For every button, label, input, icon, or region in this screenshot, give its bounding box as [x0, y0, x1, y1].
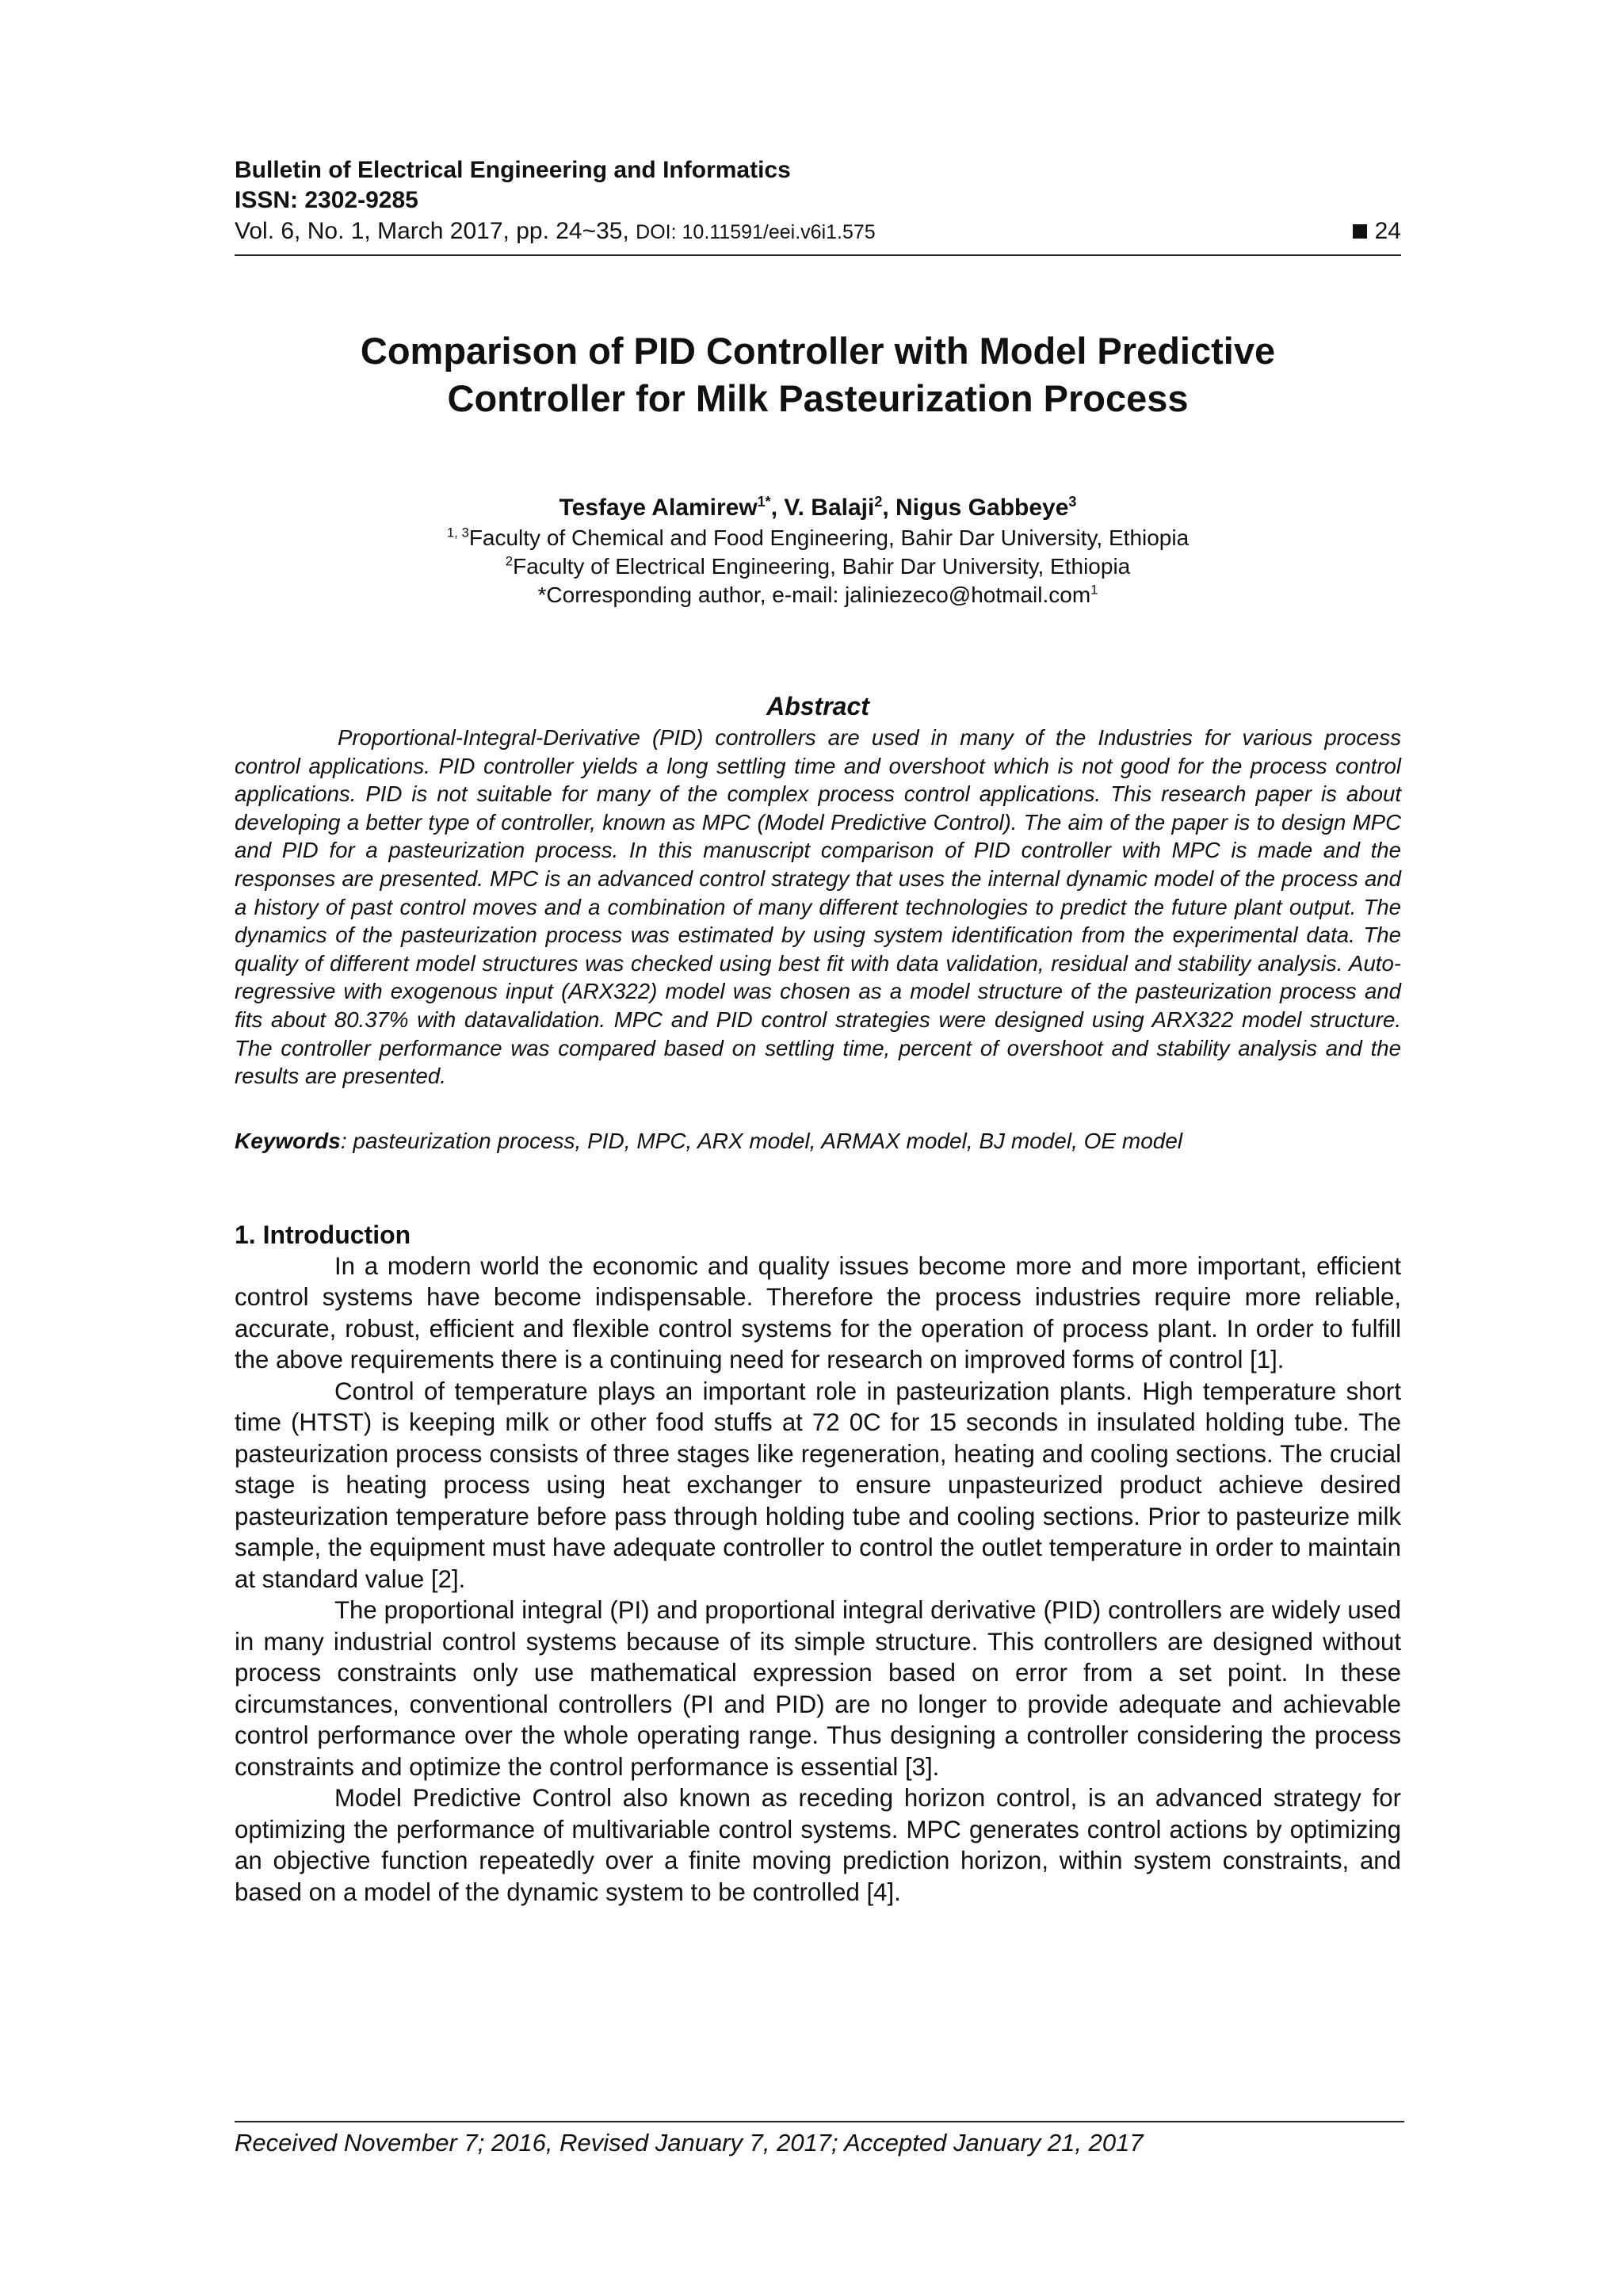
- title-line-1: Comparison of PID Controller with Model Predictive: [360, 330, 1276, 372]
- author-3-sup: 3: [1068, 494, 1077, 510]
- keywords: [235, 1127, 1401, 1156]
- header-rule: [235, 254, 1401, 256]
- keywords-text: : pasteurization process, PID, MPC, ARX model, ARMAX model, BJ model, OE model: [340, 1128, 1183, 1153]
- affiliation-1: [235, 524, 1401, 552]
- page-number: [1353, 216, 1401, 247]
- corresponding-author: [235, 581, 1401, 609]
- footer-rule: [235, 2121, 1404, 2122]
- authors-block: [235, 492, 1401, 609]
- intro-paragraph-1: In a modern world the economic and quality issues become more and more important, efficient control systems have become indispensable. Therefore the process industries require more reliable, accurate, robust, efficient and flexible control systems for the operation of process plant. In order to fulfill the above requirements there is a continuing need for research on improved forms of control [1].: [235, 1251, 1401, 1374]
- affiliation-2-text: Faculty of Electrical Engineering, Bahir Dar University, Ethiopia: [513, 554, 1131, 579]
- page-number-text: 24: [1374, 218, 1401, 244]
- corresponding-sup: 1: [1090, 582, 1098, 598]
- author-2: , V. Balaji: [770, 495, 875, 521]
- section-heading-introduction: 1. Introduction: [235, 1220, 411, 1249]
- intro-paragraph-4: Model Predictive Control also known as receding horizon control, is an advanced strategy for optimizing the performance of multivariable control systems. MPC generates control actions by optimizing an objective function repeatedly over a finite moving prediction horizon, within system constraints, and based on a model of the dynamic system to be controlled [4].: [235, 1784, 1401, 1906]
- received-dates: Received November 7; 2016, Revised January 7, 2017; Accepted January 21, 2017: [235, 2129, 1144, 2157]
- title-line-2: Controller for Milk Pasteurization Process: [447, 377, 1189, 419]
- affiliation-2-sup: 2: [505, 553, 514, 569]
- journal-name: Bulletin of Electrical Engineering and Informatics: [235, 157, 791, 183]
- paper-title: [235, 327, 1401, 422]
- author-1-sup: 1*: [757, 494, 771, 510]
- author-2-sup: 2: [874, 494, 883, 510]
- volume-info: [235, 216, 876, 248]
- author-3: , Nigus Gabbeye: [882, 495, 1069, 521]
- volume-text: Vol. 6, No. 1, March 2017, pp. 24~35,: [235, 218, 629, 244]
- intro-paragraph-3: The proportional integral (PI) and proportional integral derivative (PID) controllers are widely used in many industrial control systems because of its simple structure. This controllers are designed without process constraints only use mathematical expression based on error from a set point. In these circumstances, conventional controllers (PI and PID) are no longer to provide adequate and achievable control performance over the whole operating range. Thus designing a controller considering the process constraints and optimize the control performance is essential [3].: [235, 1596, 1401, 1781]
- doi-link[interactable]: DOI: 10.11591/eei.v6i1.575: [636, 221, 876, 243]
- abstract-text: Proportional-Integral-Derivative (PID) controllers are used in many of the Industries for various process control applications. PID controller yields a long settling time and overshoot which is not good for the process control applications. PID is not suitable for many of the complex process control applications. This research paper is about developing a better type of controller, known as MPC (Model Predictive Control). The aim of the paper is to design MPC and PID for a pasteurization process. In this manuscript comparison of PID controller with MPC is made and the responses are presented. MPC is an advanced control strategy that uses the internal dynamic model of the process and a history of past control moves and a combination of many different technologies to predict the future plant output. The dynamics of the pasteurization process was estimated by using system identification from the experimental data. The quality of different model structures was checked using best fit with data validation, residual and stability analysis. Auto-regressive with exogenous input (ARX322) model was chosen as a model structure of the pasteurization process and fits about 80.37% with datavalidation. MPC and PID control strategies were designed using ARX322 model structure. The controller performance was compared based on settling time, percent of overshoot and stability analysis and the results are presented.: [235, 725, 1401, 1089]
- affiliation-2: [235, 552, 1401, 581]
- intro-paragraph-2: Control of temperature plays an important role in pasteurization plants. High temperature short time (HTST) is keeping milk or other food stuffs at 72 0C for 15 seconds in insulated holding tube. The pasteurization process consists of three stages like regeneration, heating and cooling sections. The crucial stage is heating process using heat exchanger to ensure unpasteurized product achieve desired pasteurization temperature before pass through holding tube and cooling sections. Prior to pasteurize milk sample, the equipment must have adequate controller to control the outlet temperature in order to maintain at standard value [2].: [235, 1377, 1401, 1593]
- issn: ISSN: 2302-9285: [235, 187, 418, 213]
- author-list: [235, 492, 1401, 524]
- volume-row: [235, 216, 1401, 248]
- affiliation-1-text: Faculty of Chemical and Food Engineering, Bahir Dar University, Ethiopia: [468, 525, 1190, 550]
- page: [235, 155, 1401, 1908]
- abstract-heading: Abstract: [766, 692, 869, 720]
- corresponding-text: *Corresponding author, e-mail: jaliniezeco@hotmail.com: [537, 583, 1091, 607]
- square-bullet-icon: [1353, 224, 1367, 239]
- keywords-label: Keywords: [235, 1128, 341, 1153]
- author-1: Tesfaye Alamirew: [559, 495, 758, 521]
- affiliation-1-sup: 1, 3: [446, 525, 469, 541]
